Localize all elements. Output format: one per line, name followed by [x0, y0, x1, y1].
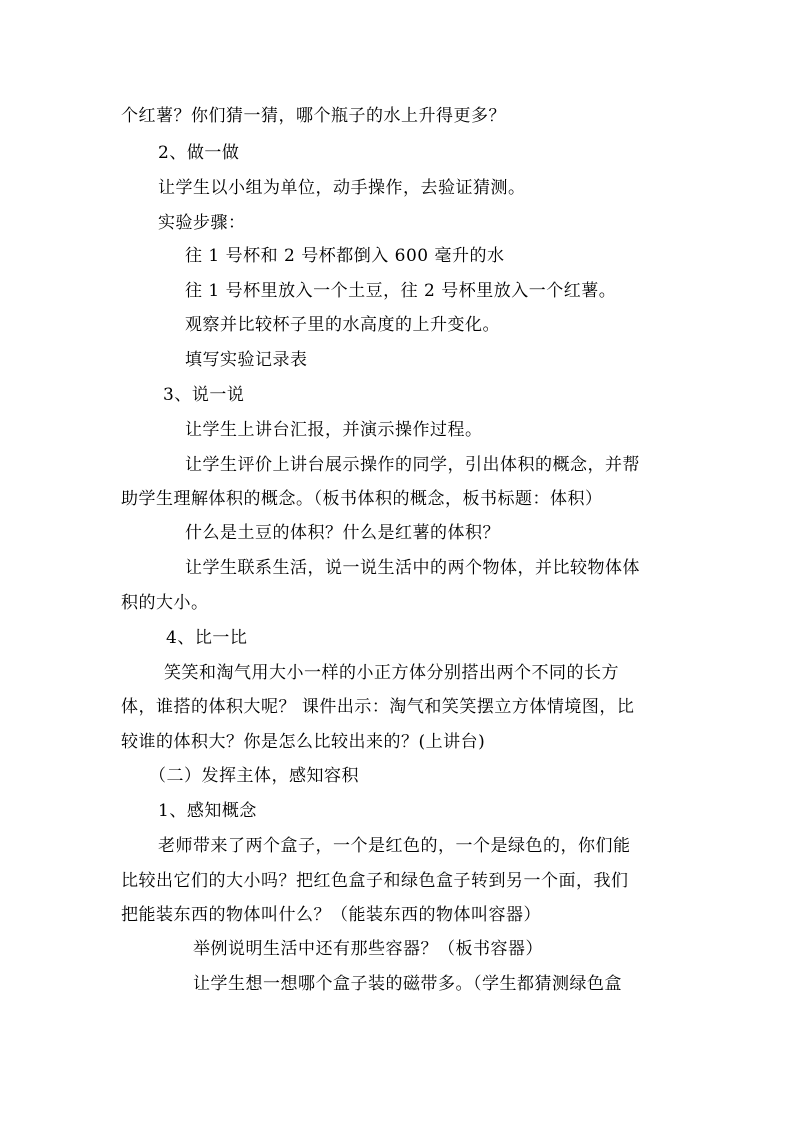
text-line-15: 积的大小。 — [121, 593, 209, 613]
text-line-10: 让学生上讲台汇报，并演示操作过程。 — [185, 420, 483, 440]
text-line-17: 笑笑和淘气用大小一样的小正方体分别搭出两个不同的长方 — [164, 663, 619, 683]
text-line-22: 老师带来了两个盒子，一个是红色的，一个是绿色的，你们能 — [158, 836, 631, 856]
text-line-5: 往 1 号杯和 2 号杯都倒入 600 毫升的水 — [185, 246, 505, 266]
section-heading-say: 3、说一说 — [163, 385, 245, 405]
section-heading-part-two: （二）发挥主体，感知容积 — [149, 766, 359, 786]
text-line-24: 把能装东西的物体叫什么？（能装东西的物体叫容器） — [121, 905, 541, 925]
text-line-26: 让学生想一想哪个盒子装的磁带多。（学生都猜测绿色盒 — [193, 974, 622, 994]
text-line-13: 什么是土豆的体积？什么是红薯的体积？ — [185, 523, 500, 543]
text-line-25: 举例说明生活中还有那些容器？（板书容器） — [193, 939, 543, 959]
text-line-23: 比较出它们的大小吗？把红色盒子和绿色盒子转到另一个面，我们 — [121, 871, 629, 891]
text-line-14: 让学生联系生活，说一说生活中的两个物体，并比较物体体 — [185, 558, 640, 578]
section-heading-do: 2、做一做 — [158, 143, 240, 163]
text-line-19: 较谁的体积大？你是怎么比较出来的？(上讲台) — [121, 732, 486, 752]
section-heading-perceive: 1、感知概念 — [158, 801, 257, 821]
text-line-6: 往 1 号杯里放入一个土豆，往 2 号杯里放入一个红薯。 — [185, 281, 617, 301]
text-line-8: 填写实验记录表 — [185, 350, 308, 370]
text-line-11: 让学生评价上讲台展示操作的同学，引出体积的概念，并帮 — [185, 455, 640, 475]
text-line-3: 让学生以小组为单位，动手操作，去验证猜测。 — [158, 178, 526, 198]
section-heading-compare: 4、比一比 — [166, 628, 248, 648]
text-line-18: 体，谁搭的体积大呢？ 课件出示：淘气和笑笑摆立方体情境图，比 — [121, 697, 635, 717]
text-line-4: 实验步骤： — [158, 213, 246, 233]
text-line-7: 观察并比较杯子里的水高度的上升变化。 — [185, 315, 500, 335]
text-line-12: 助学生理解体积的概念。（板书体积的概念，板书标题：体积） — [121, 489, 603, 509]
text-line-1: 个红薯？你们猜一猜，哪个瓶子的水上升得更多？ — [121, 106, 506, 126]
